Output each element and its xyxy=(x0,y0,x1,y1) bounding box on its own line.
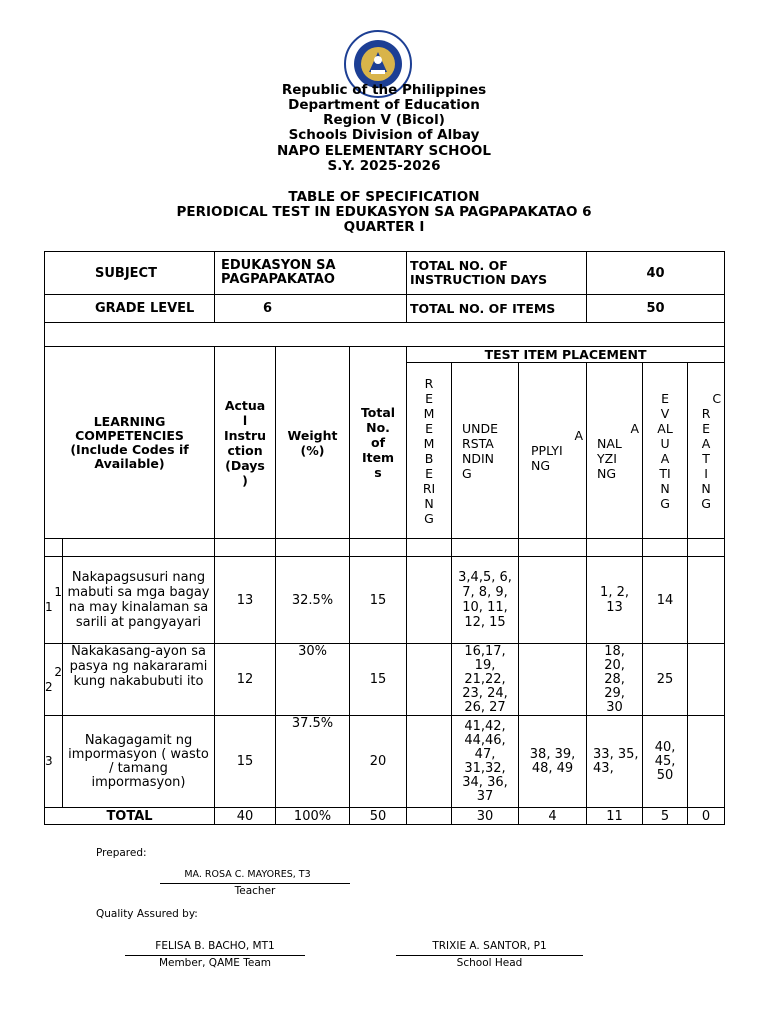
table-row xyxy=(45,716,725,808)
qame-member-signature-line xyxy=(125,955,305,956)
grade-value: 6 xyxy=(215,295,407,323)
total-label: TOTAL xyxy=(45,808,215,825)
creating-cell xyxy=(688,644,725,716)
understanding-header: UNDE RSTA NDIN G xyxy=(452,363,519,539)
days-cell: 13 xyxy=(215,557,276,644)
totals-row xyxy=(45,808,725,825)
applying-header-text: PPLYI NG xyxy=(531,443,563,473)
subject-row xyxy=(45,252,725,295)
analyzing-header xyxy=(587,363,643,539)
analyzing-cell: 1, 2, 13 xyxy=(587,557,643,644)
understanding-cell: 16,17, 19, 21,22, 23, 24, 26, 27 xyxy=(452,644,519,716)
header-region: Region V (Bicol) xyxy=(323,112,445,128)
evaluating-cell: 40, 45, 50 xyxy=(643,716,688,808)
applying-header xyxy=(519,363,587,539)
creating-cell xyxy=(688,716,725,808)
competency-text: Nakakasang-ayon sa pasya ng nakararami kung nakabubuti ito xyxy=(63,644,215,716)
creating-header-letter: C xyxy=(712,390,722,406)
analyzing-header-letter: A xyxy=(630,420,640,436)
remembering-cell xyxy=(407,716,452,808)
instruction-days-label: TOTAL NO. OF INSTRUCTION DAYS xyxy=(407,252,587,295)
remembering-cell xyxy=(407,644,452,716)
understanding-cell: 41,42, 44,46, 47, 31,32, 34, 36, 37 xyxy=(452,716,519,808)
header-department: Department of Education xyxy=(288,97,480,113)
applying-cell xyxy=(519,557,587,644)
total-understanding: 30 xyxy=(452,808,519,825)
subject-value: EDUKASYON SA PAGPAPAKATAO xyxy=(215,252,407,295)
doc-subtitle: PERIODICAL TEST IN EDUKASYON SA PAGPAPAKATAO 6 xyxy=(176,204,592,220)
evaluating-cell: 25 xyxy=(643,644,688,716)
prepared-label: Prepared: xyxy=(96,847,147,859)
remembering-cell xyxy=(407,557,452,644)
preparer-signature-line xyxy=(160,883,350,884)
weight-cell: 30% xyxy=(276,644,350,716)
header-school: NAPO ELEMENTARY SCHOOL xyxy=(276,143,492,159)
analyzing-header-text: NAL YZI NG xyxy=(597,435,622,481)
total-items-header: Total No. of Item s xyxy=(350,347,407,539)
school-head-signature-line xyxy=(396,955,583,956)
total-items: 50 xyxy=(350,808,407,825)
creating-header xyxy=(688,363,725,539)
grade-row xyxy=(45,295,725,323)
placement-header-row xyxy=(45,347,725,363)
understanding-cell: 3,4,5, 6, 7, 8, 9, 10, 11, 12, 15 xyxy=(452,557,519,644)
school-head-name: TRIXIE A. SANTOR, P1 xyxy=(432,940,547,952)
days-cell: 12 xyxy=(215,644,276,716)
table-row xyxy=(45,644,725,716)
applying-header-letter: A xyxy=(574,428,584,443)
total-remembering xyxy=(407,808,452,825)
header-republic: Republic of the Philippines xyxy=(281,82,487,98)
header-school-year: S.Y. 2025-2026 xyxy=(327,158,441,174)
weight-cell: 32.5% xyxy=(276,557,350,644)
total-evaluating: 5 xyxy=(643,808,688,825)
grade-label: GRADE LEVEL xyxy=(45,295,215,323)
items-cell: 15 xyxy=(350,644,407,716)
competencies-header: LEARNING COMPETENCIES (Include Codes if Available) xyxy=(45,347,215,539)
creating-cell xyxy=(688,557,725,644)
blank-row xyxy=(45,539,725,557)
spacer-row xyxy=(45,323,725,347)
total-creating: 0 xyxy=(688,808,725,825)
items-cell: 20 xyxy=(350,716,407,808)
days-cell: 15 xyxy=(215,716,276,808)
specification-table xyxy=(44,251,725,825)
items-cell: 15 xyxy=(350,557,407,644)
row-number: 1 1 xyxy=(45,557,63,644)
header-division: Schools Division of Albay xyxy=(288,127,480,143)
weight-cell: 37.5% xyxy=(276,716,350,808)
competency-text: Nakagagamit ng impormasyon ( wasto / tamang impormasyon) xyxy=(63,716,215,808)
creating-header-text: R E A T I N G xyxy=(701,405,711,511)
analyzing-cell: 33, 35, 43, xyxy=(587,716,643,808)
table-row xyxy=(45,557,725,644)
preparer-role: Teacher xyxy=(234,885,276,897)
weight-header: Weight (%) xyxy=(276,347,350,539)
applying-cell xyxy=(519,644,587,716)
total-analyzing: 11 xyxy=(587,808,643,825)
instruction-days-value: 40 xyxy=(587,252,725,295)
qame-member-role: Member, QAME Team xyxy=(158,957,272,969)
competency-text: Nakapagsusuri nang mabuti sa mga bagay na may kinalaman sa sarili at pangyayari xyxy=(63,557,215,644)
total-days: 40 xyxy=(215,808,276,825)
row-number: 3 xyxy=(45,716,63,808)
analyzing-cell: 18, 20, 28, 29, 30 xyxy=(587,644,643,716)
total-applying: 4 xyxy=(519,808,587,825)
evaluating-cell: 14 xyxy=(643,557,688,644)
evaluating-header: E V AL U A TI N G xyxy=(643,363,688,539)
test-item-placement-header: TEST ITEM PLACEMENT xyxy=(407,347,725,363)
row-number: 2 2 xyxy=(45,644,63,716)
preparer-name: MA. ROSA C. MAYORES, T3 xyxy=(184,869,311,880)
applying-cell: 38, 39, 48, 49 xyxy=(519,716,587,808)
doc-quarter: QUARTER I xyxy=(343,219,425,235)
doc-title: TABLE OF SPECIFICATION xyxy=(288,189,480,205)
total-items-value: 50 xyxy=(587,295,725,323)
school-head-role: School Head xyxy=(456,957,523,969)
remembering-header: R E M E M B E RI N G xyxy=(407,363,452,539)
total-weight: 100% xyxy=(276,808,350,825)
days-header: Actua l Instru ction (Days ) xyxy=(215,347,276,539)
qame-member-name: FELISA B. BACHO, MT1 xyxy=(155,940,275,952)
quality-assured-label: Quality Assured by: xyxy=(96,908,198,920)
total-items-label: TOTAL NO. OF ITEMS xyxy=(407,295,587,323)
subject-label: SUBJECT xyxy=(45,252,215,295)
